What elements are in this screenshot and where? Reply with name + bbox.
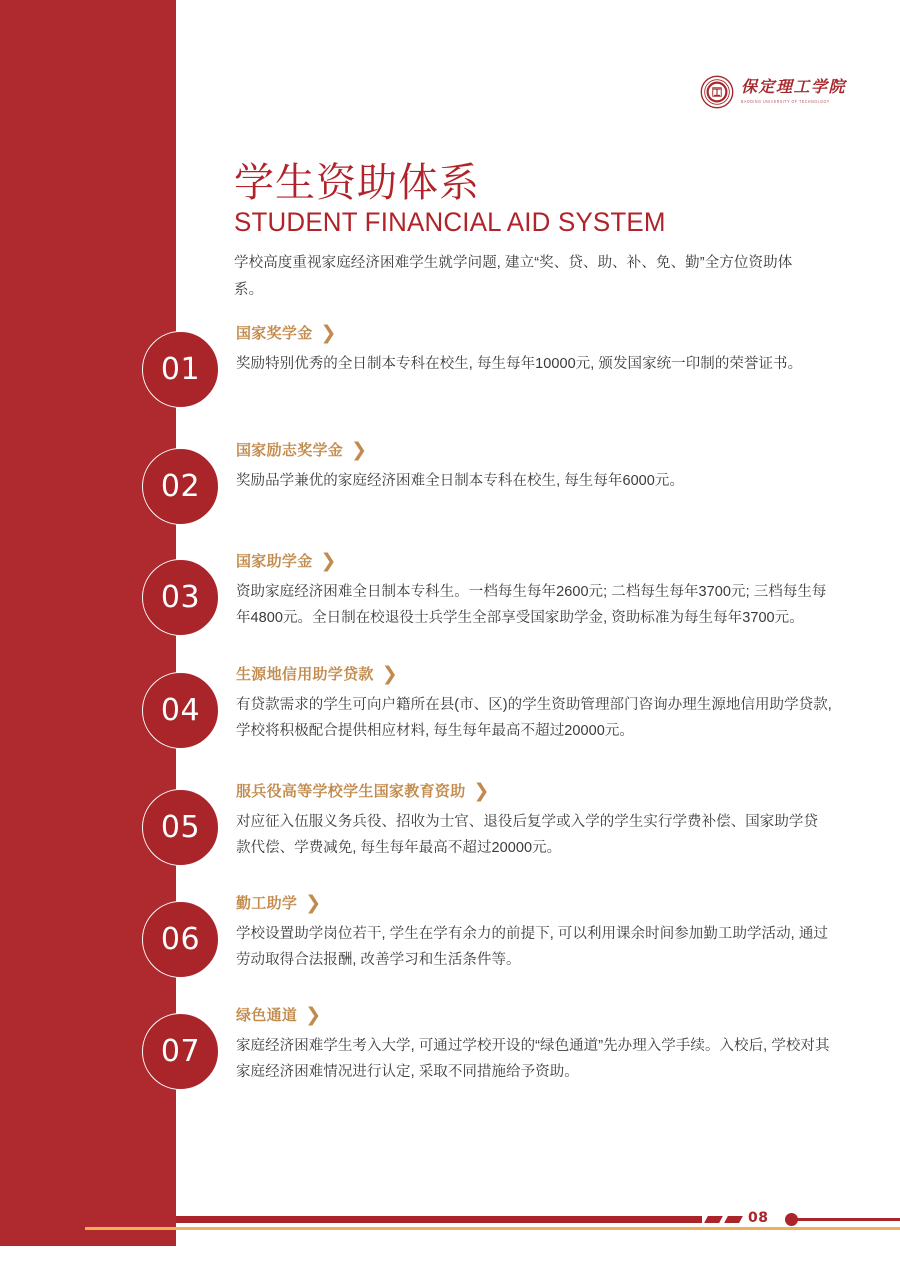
aid-item-heading: 国家奖学金 (236, 325, 313, 342)
footer-red-rule (176, 1216, 702, 1223)
aid-item-heading: 服兵役高等学校学生国家教育资助 (236, 783, 466, 800)
page-footer (0, 1190, 900, 1279)
page-number: 08 (748, 1210, 769, 1226)
chevron-right-icon: ❯ (381, 663, 398, 685)
aid-item-heading: 国家励志奖学金 (236, 442, 344, 459)
aid-item-body (236, 551, 832, 632)
aid-item (0, 1005, 900, 1086)
chevron-right-icon: ❯ (473, 780, 490, 802)
footer-dash-1 (704, 1216, 723, 1223)
footer-tail-rule (795, 1218, 900, 1221)
logo-name-cn: 保定理工学院 (741, 79, 847, 97)
aid-item-heading-row[interactable] (236, 551, 832, 574)
aid-item (0, 551, 900, 632)
aid-item-heading-row[interactable] (236, 781, 832, 804)
aid-item-description: 资助家庭经济困难全日制本专科生。一档每生每年2600元; 二档每生每年3700元; 三档每生每年4800元。全日制在校退役士兵学生全部享受国家助学金, 资助标准为每生每年3700元。 (236, 583, 827, 627)
footer-dash-2 (724, 1216, 743, 1223)
aid-item-body (236, 1005, 832, 1086)
page-title-block (234, 160, 834, 304)
logo-wordmark (741, 80, 846, 104)
aid-item-description: 对应征入伍服义务兵役、招收为士官、退役后复学或入学的学生实行学费补偿、国家助学贷款代偿、学费减免, 每生每年最高不超过20000元。 (236, 813, 818, 857)
aid-item-heading-row[interactable] (236, 1005, 832, 1028)
aid-item-description: 有贷款需求的学生可向户籍所在县(市、区)的学生资助管理部门咨询办理生源地信用助学贷款, 学校将积极配合提供相应材料, 每生每年最高不超过20000元。 (236, 696, 832, 740)
aid-item-number-badge: 07 (142, 1013, 219, 1090)
aid-item (0, 439, 900, 504)
aid-item (0, 322, 900, 387)
page-title-en: STUDENT FINANCIAL AID SYSTEM (234, 207, 666, 237)
aid-item-body (236, 893, 832, 974)
aid-item-heading: 生源地信用助学贷款 (236, 666, 374, 683)
aid-item-description: 学校设置助学岗位若干, 学生在学有余力的前提下, 可以利用课余时间参加勤工助学活动, 通过劳动取得合法报酬, 改善学习和生活条件等。 (236, 925, 828, 969)
aid-item-number-badge: 04 (142, 672, 219, 749)
aid-item (0, 781, 900, 862)
chevron-right-icon: ❯ (305, 1004, 322, 1026)
aid-item-number-badge: 03 (142, 559, 219, 636)
logo-seal-icon (700, 75, 734, 109)
intro-paragraph: 学校高度重视家庭经济困难学生就学问题, 建立“奖、贷、助、补、免、勤”全方位资助体系。 (234, 255, 793, 298)
logo-name-en: BAODING UNIVERSITY OF TECHNOLOGY (741, 98, 830, 104)
aid-item-number-badge: 06 (142, 901, 219, 978)
chevron-right-icon: ❯ (320, 322, 337, 344)
aid-item-heading: 国家助学金 (236, 553, 313, 570)
aid-item-description: 家庭经济困难学生考入大学, 可通过学校开设的“绿色通道”先办理入学手续。入校后, 学校对其家庭经济困难情况进行认定, 采取不同措施给予资助。 (236, 1037, 830, 1081)
chevron-right-icon: ❯ (351, 439, 368, 461)
aid-item-body (236, 323, 832, 377)
aid-item-heading-row[interactable] (236, 893, 832, 916)
chevron-right-icon: ❯ (305, 892, 322, 914)
aid-item-heading-row[interactable] (236, 440, 832, 463)
aid-item-body (236, 781, 832, 862)
aid-item-description: 奖励品学兼优的家庭经济困难全日制本专科在校生, 每生每年6000元。 (236, 472, 685, 489)
chevron-right-icon: ❯ (320, 550, 337, 572)
aid-item-heading-row[interactable] (236, 323, 832, 346)
aid-item-body (236, 664, 832, 745)
aid-item (0, 893, 900, 974)
aid-item-number-badge: 01 (142, 331, 219, 408)
aid-item (0, 664, 900, 745)
aid-item-heading: 绿色通道 (236, 1007, 298, 1024)
university-logo (700, 70, 847, 114)
footer-orange-rule (85, 1227, 900, 1230)
aid-item-number-badge: 05 (142, 789, 219, 866)
aid-item-number-badge: 02 (142, 448, 219, 525)
aid-item-body (236, 440, 832, 494)
page-title-cn: 学生资助体系 (234, 160, 480, 206)
aid-item-description: 奖励特别优秀的全日制本专科在校生, 每生每年10000元, 颁发国家统一印制的荣誉证书。 (236, 355, 803, 372)
aid-item-heading: 勤工助学 (236, 895, 298, 912)
aid-item-heading-row[interactable] (236, 664, 832, 687)
